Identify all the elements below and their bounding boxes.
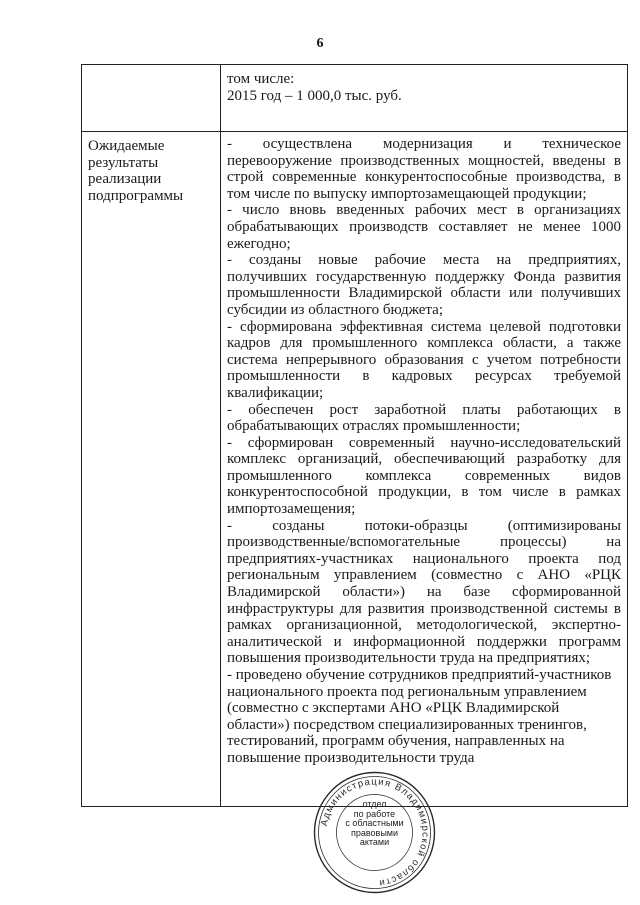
table-row [82, 65, 628, 132]
page-number: 6 [316, 36, 324, 51]
expected-results-list [221, 132, 628, 807]
stamp-line: по работе [353, 808, 396, 819]
result-item: - число вновь введенных рабочих мест в организациях обрабатывающих производств составляет не менее 1000 ежегодно; [227, 202, 621, 252]
result-item: - сформирована эффективная система целевой подготовки кадров для промышленного комплекса области, а также система непрерывного образования с учетом потребности промышленности в кадровых ресурсах требуемой квалификации; [227, 318, 621, 401]
expected-results-heading: Ожидаемые результаты реализации подпрограммы [82, 132, 221, 807]
table-row [82, 132, 628, 807]
stamp-line: актами [359, 837, 390, 847]
result-item: - проведено обучение сотрудников предприятий-участников национального проекта под региональным управлением (совместно с экспертами АНО «РЦК Владимирской области») посредством специализированных тренингов, тестирований, программ обучения, направленных на повышение производительности труда [227, 667, 612, 766]
row1-left-cell [82, 65, 221, 132]
result-item: - сформирован современный научно-исследовательский комплекс организаций, обеспечивающий разработку для промышленного комплекса современных видов конкурентоспособной продукции, в том числе в рамках импортозамещения; [227, 434, 621, 518]
stamp-center-text [312, 800, 437, 848]
stamp-line: правовыми [350, 827, 399, 838]
document-table [81, 64, 628, 807]
row1-right-cell [221, 65, 628, 132]
result-item: - созданы новые рабочие места на предприятиях, получивших государственную поддержку Фонда развития промышленности Владимирской области или получивших субсидии из областного бюджета; [227, 252, 621, 318]
stamp-line: с областными [345, 818, 404, 828]
stamp-line: отдел [362, 799, 387, 809]
result-item: - обеспечен рост заработной платы работающих в обрабатывающих отраслях промышленности; [227, 401, 621, 435]
funding-line: том числе: [227, 71, 295, 87]
result-item: - созданы потоки-образцы (оптимизированы производственные/вспомогательные процессы) на предприятиях-участниках национального проекта под региональным управлением (совместно с АНО «РЦК Владимирской области») на базе сформированной инфраструктуры для развития производственной системы в рамках организационной, методологической, экспертно-аналитической и информационной поддержки программ повышения производительности труда на предприятиях; [227, 517, 621, 667]
stamp-ring-text: Администрация Владимирской области [318, 776, 431, 889]
funding-line: 2015 год – 1 000,0 тыс. руб. [227, 87, 402, 104]
result-item: - осуществлена модернизация и техническое перевооружение производственных мощностей, введены в строй современные конкурентоспособные производства, в том числе по выпуску импортозамещающей продукции; [227, 136, 621, 202]
